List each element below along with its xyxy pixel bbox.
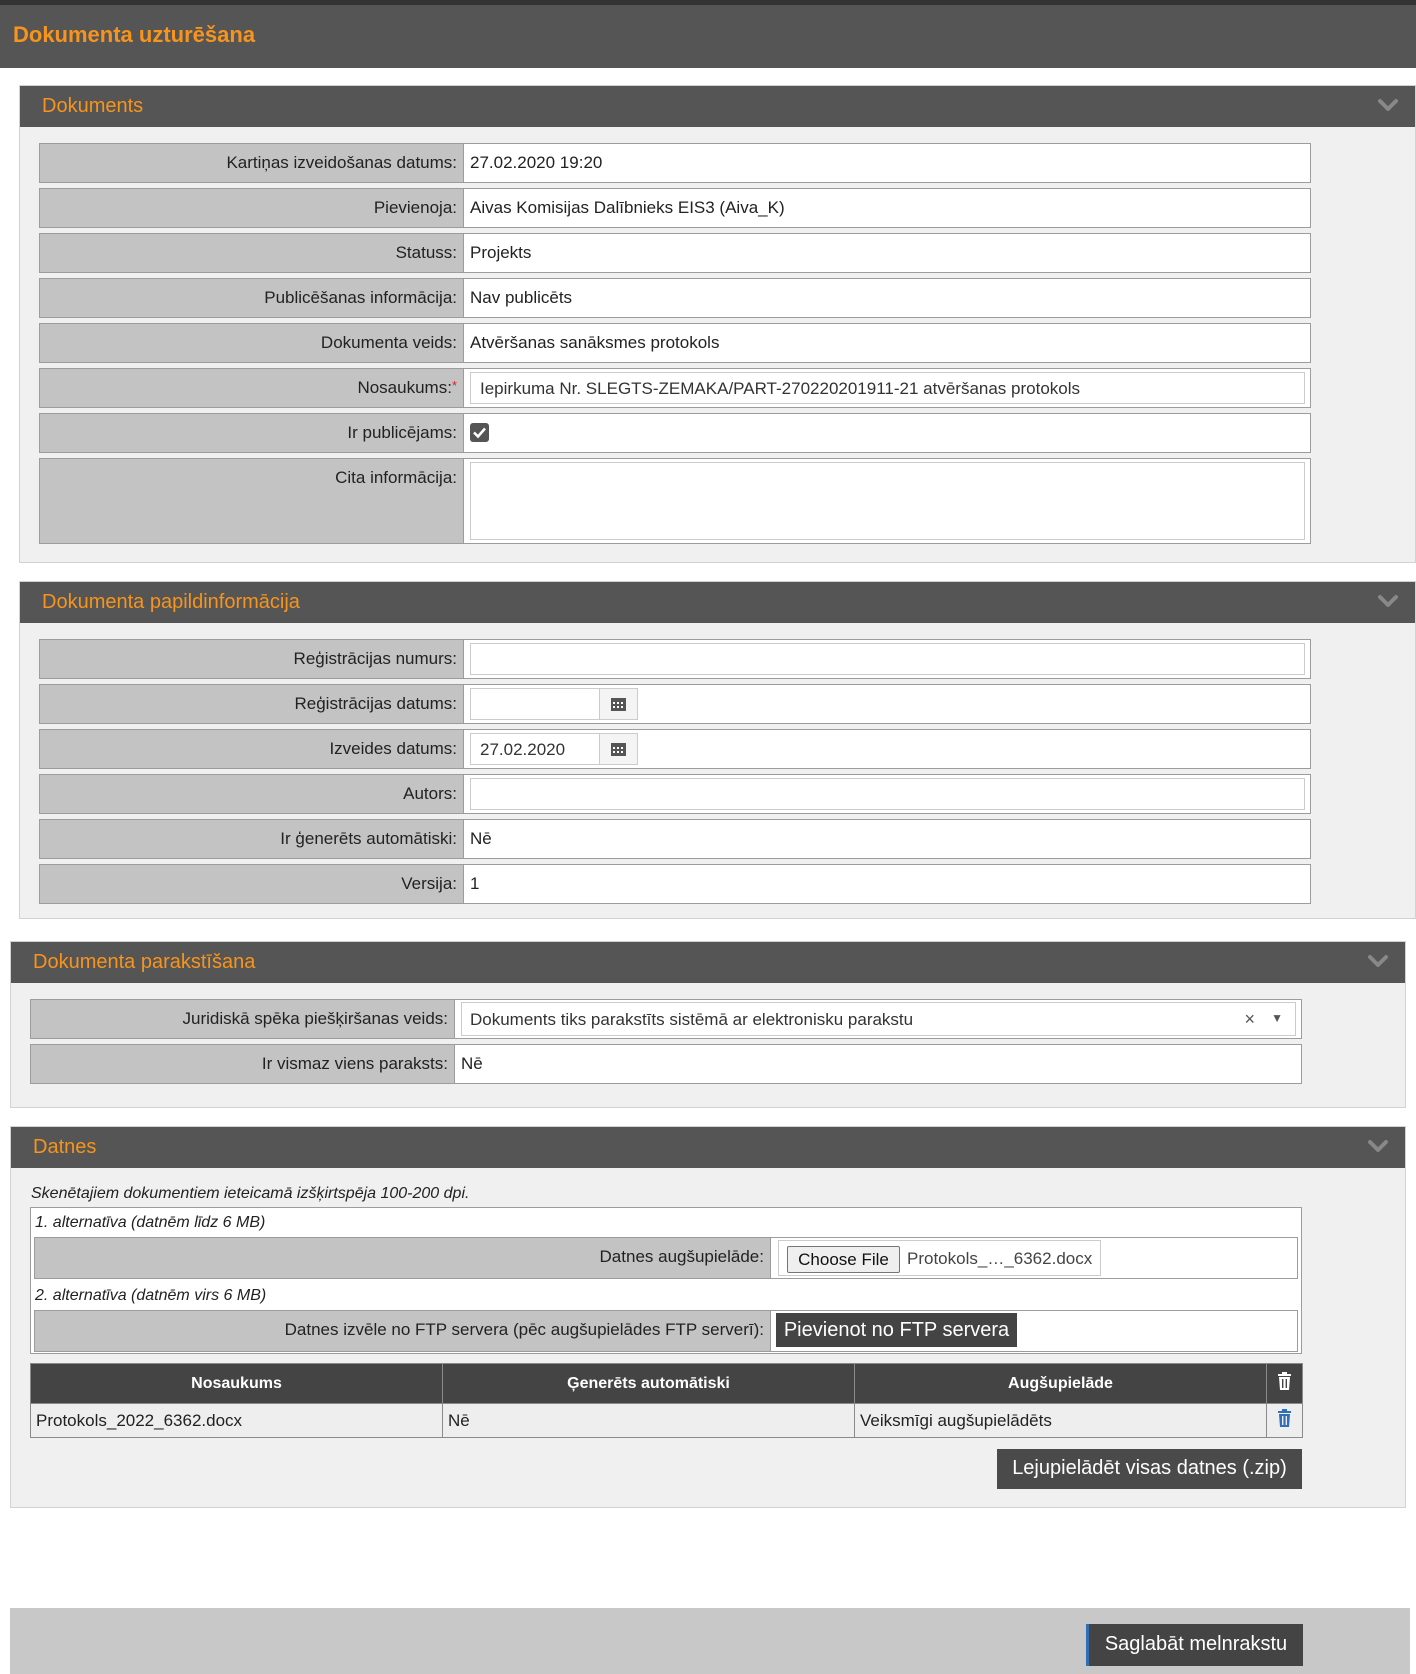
row-name [39, 368, 1311, 408]
panel-title: Dokuments [42, 95, 144, 117]
row-legal-force [30, 999, 1302, 1039]
file-chooser[interactable] [778, 1240, 1101, 1276]
panel-papildinfo [19, 581, 1416, 919]
field-label: Ir publicējams: [40, 414, 464, 452]
save-draft-button[interactable]: Saglabāt melnrakstu [1086, 1624, 1303, 1666]
panel-dokuments-header[interactable] [20, 86, 1415, 127]
chevron-down-icon[interactable] [1367, 1135, 1389, 1157]
calendar-icon [610, 741, 627, 757]
table-row [31, 1404, 1303, 1438]
panel-signing [10, 941, 1406, 1108]
row-reg-date [39, 684, 1311, 724]
delete-file-button[interactable] [1267, 1404, 1303, 1438]
name-label: Nosaukums: [357, 378, 452, 397]
field-label: Autors: [40, 775, 464, 813]
field-label: Dokumenta veids: [40, 324, 464, 362]
field-label: Statuss: [40, 234, 464, 272]
panel-signing-header[interactable] [11, 942, 1405, 983]
chevron-down-icon[interactable] [1377, 590, 1399, 612]
has-signature-value: Nē [461, 1054, 483, 1073]
page-title: Dokumenta uzturēšana [13, 22, 256, 47]
field-label: Izveides datums: [40, 730, 464, 768]
panel-title: Dokumenta parakstīšana [33, 951, 256, 973]
panel-papildinfo-header[interactable] [20, 582, 1415, 623]
panel-title: Datnes [33, 1136, 97, 1158]
created-date-value: 27.02.2020 [480, 740, 566, 759]
field-label [40, 369, 464, 407]
row-added-by [39, 188, 1311, 228]
row-created-date [39, 729, 1311, 769]
clear-icon[interactable]: × [1244, 1009, 1255, 1029]
col-header-name[interactable]: Nosaukums [31, 1364, 443, 1404]
choose-file-button[interactable]: Choose File [787, 1246, 900, 1273]
row-publication-info [39, 278, 1311, 318]
doc-type-value: Atvēršanas sanāksmes protokols [470, 333, 720, 352]
dropdown-arrow-icon[interactable]: ▼ [1271, 1011, 1283, 1025]
field-label: Ir vismaz viens paraksts: [31, 1045, 455, 1083]
created-date-input[interactable] [470, 733, 638, 765]
row-version [39, 864, 1311, 904]
name-input[interactable]: Iepirkuma Nr. SLEGTS-ZEMAKA/PART-270220201911-21 atvēršanas protokols [470, 372, 1305, 404]
trash-icon [1277, 1372, 1292, 1390]
legal-force-selected: Dokuments tiks parakstīts sistēmā ar elektronisku parakstu [470, 1010, 914, 1029]
trash-icon [1277, 1409, 1292, 1427]
delete-all-button[interactable] [1267, 1364, 1303, 1404]
check-icon [470, 423, 489, 442]
field-label: Ir ģenerēts automātiski: [40, 820, 464, 858]
panel-dokuments [19, 85, 1416, 563]
chevron-down-icon[interactable] [1367, 950, 1389, 972]
field-label: Cita informācija: [40, 459, 464, 543]
download-all-button[interactable]: Lejupielādēt visas datnes (.zip) [997, 1449, 1302, 1489]
files-table [30, 1363, 1303, 1438]
field-label: Juridiskā spēka piešķiršanas veids: [31, 1000, 455, 1038]
add-from-ftp-button[interactable]: Pievienot no FTP servera [776, 1313, 1017, 1347]
file-name-cell[interactable]: Protokols_2022_6362.docx [31, 1404, 443, 1438]
status-value: Projekts [470, 243, 532, 262]
row-other-info [39, 458, 1311, 544]
field-label: Reģistrācijas numurs: [40, 640, 464, 678]
file-upload-status-cell: Veiksmīgi augšupielādēts [855, 1404, 1267, 1438]
alt1-title: 1. alternatīva (datnēm līdz 6 MB) [35, 1214, 266, 1231]
field-label: Datnes augšupielāde: [35, 1238, 771, 1278]
top-bar [0, 0, 1416, 68]
publishable-checkbox[interactable] [470, 423, 489, 442]
row-doc-type [39, 323, 1311, 363]
publication-info-value: Nav publicēts [470, 288, 573, 307]
alt2-title: 2. alternatīva (datnēm virs 6 MB) [35, 1287, 267, 1304]
resolution-note: Skenētajiem dokumentiem ieteicamā izšķirtspēja 100-200 dpi. [31, 1185, 470, 1202]
reg-number-input[interactable] [470, 643, 1305, 675]
author-input[interactable] [470, 778, 1305, 810]
field-label: Versija: [40, 865, 464, 903]
upload-alternatives [30, 1207, 1302, 1354]
field-label: Reģistrācijas datums: [40, 685, 464, 723]
legal-force-select[interactable] [461, 1002, 1296, 1036]
row-creation-date [39, 143, 1311, 183]
auto-generated-value: Nē [470, 829, 492, 848]
panel-files-header[interactable] [11, 1127, 1405, 1168]
added-by-value: Aivas Komisijas Dalībnieks EIS3 (Aiva_K) [470, 198, 785, 217]
creation-date-value: 27.02.2020 19:20 [470, 153, 603, 172]
field-label: Kartiņas izveidošanas datums: [40, 144, 464, 182]
row-status [39, 233, 1311, 273]
other-info-textarea[interactable] [470, 462, 1305, 540]
chevron-down-icon[interactable] [1377, 94, 1399, 116]
calendar-button[interactable] [599, 689, 637, 719]
footer-bar [10, 1608, 1410, 1674]
row-is-publishable [39, 413, 1311, 453]
field-label: Pievienoja: [40, 189, 464, 227]
col-header-generated[interactable]: Ģenerēts automātiski [443, 1364, 855, 1404]
table-header-row [31, 1364, 1303, 1404]
row-auto-generated [39, 819, 1311, 859]
file-generated-cell: Nē [443, 1404, 855, 1438]
field-label: Publicēšanas informācija: [40, 279, 464, 317]
required-mark: * [451, 378, 457, 393]
panel-files [10, 1126, 1406, 1508]
calendar-button[interactable] [599, 734, 637, 764]
row-author [39, 774, 1311, 814]
panel-title: Dokumenta papildinformācija [42, 591, 300, 613]
reg-date-input[interactable] [470, 688, 638, 720]
row-has-signature [30, 1044, 1302, 1084]
calendar-icon [610, 696, 627, 712]
row-reg-number [39, 639, 1311, 679]
row-file-upload [34, 1237, 1298, 1279]
row-ftp [34, 1310, 1298, 1352]
field-label: Datnes izvēle no FTP servera (pēc augšupielādes FTP serverī): [35, 1311, 771, 1351]
col-header-upload[interactable]: Augšupielāde [855, 1364, 1267, 1404]
chosen-file-name: Protokols_…_6362.docx [907, 1249, 1093, 1268]
version-value: 1 [470, 874, 480, 893]
